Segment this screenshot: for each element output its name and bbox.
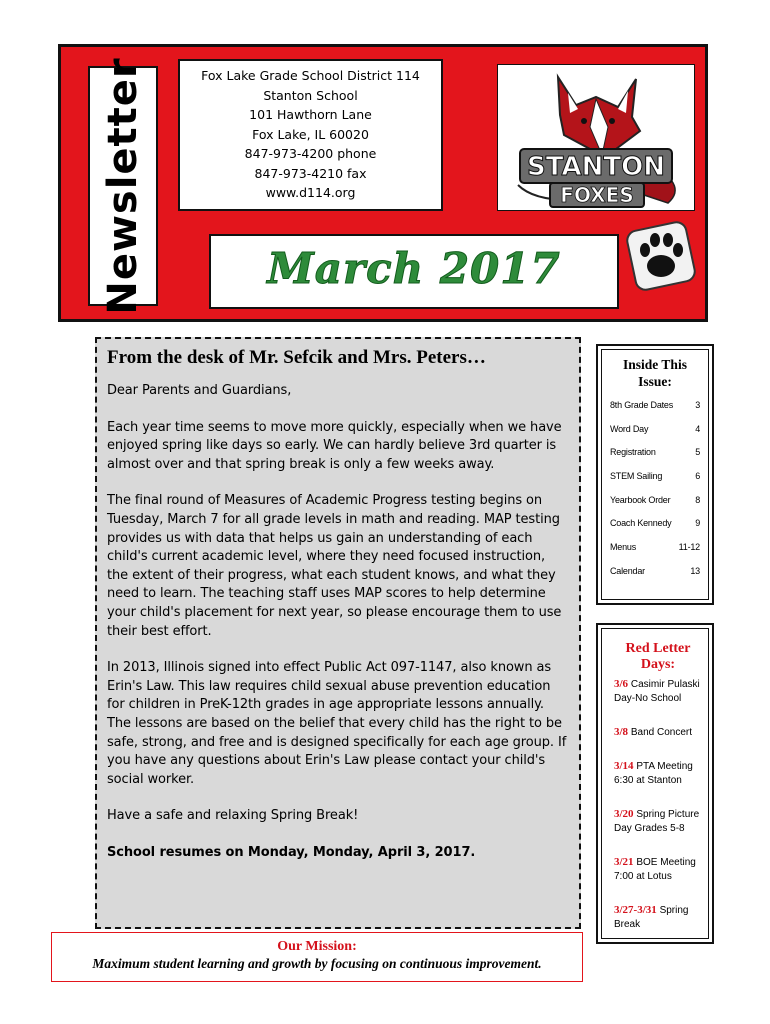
toc-page: 3 — [695, 400, 700, 410]
event-date: 3/21 — [614, 856, 634, 868]
vertical-title: Newsletter — [100, 57, 146, 315]
toc-page: 6 — [695, 471, 700, 482]
red-letter-days — [596, 623, 714, 944]
toc-item[interactable] — [610, 542, 700, 566]
toc-label: Calendar — [610, 565, 645, 576]
toc-page: 13 — [690, 565, 700, 576]
letter-greeting: Dear Parents and Guardians, — [107, 383, 292, 398]
event-text: Band Concert — [630, 727, 692, 738]
event-date: 3/8 — [614, 726, 629, 738]
toc-label: 8th Grade Dates — [610, 400, 674, 410]
month-banner — [209, 234, 619, 309]
event-text: Spring Break — [614, 905, 689, 930]
toc-label: Yearbook Order — [610, 494, 671, 505]
inside-this-issue — [596, 344, 714, 605]
event-date: 3/27-3/31 — [614, 904, 657, 916]
street-address: 101 Hawthorn Lane — [249, 107, 372, 122]
toc-label: Coach Kennedy — [610, 518, 672, 529]
mission-title: Our Mission: — [277, 939, 357, 954]
inside-title: Inside This Issue: — [623, 357, 687, 389]
letter-title: From the desk of Mr. Sefcik and Mrs. Peters… — [107, 347, 486, 368]
toc-item[interactable] — [610, 471, 700, 495]
event-item — [614, 807, 702, 836]
paw-print-icon — [623, 218, 698, 293]
letter-paragraph-1: Each year time seems to move more quickly, especially when we have enjoyed spring like days so early. We can hardly believe 3rd quarter is almost over and that spring break is only a few weeks away. — [107, 419, 562, 472]
event-text: BOE Meeting 7:00 at Lotus — [614, 857, 696, 882]
toc-label: STEM Sailing — [610, 471, 663, 482]
mission-text: Maximum student learning and growth by focusing on continuous improvement. — [92, 956, 542, 971]
toc-page: 8 — [695, 494, 700, 505]
event-date: 3/20 — [614, 808, 634, 820]
toc-page: 5 — [695, 447, 700, 458]
fax-number: 847-973-4210 fax — [254, 165, 367, 181]
toc-label: Menus — [610, 542, 637, 553]
toc-page: 4 — [695, 423, 700, 434]
event-item — [614, 725, 702, 740]
phone-number: 847-973-4200 phone — [244, 146, 377, 161]
event-item — [614, 903, 702, 932]
toc-label: Registration — [610, 447, 656, 458]
newsletter-header — [58, 44, 708, 322]
toc-item[interactable] — [610, 495, 700, 519]
toc-page: 11-12 — [678, 542, 700, 553]
event-date: 3/14 — [614, 760, 634, 772]
stanton-foxes-logo — [497, 64, 695, 211]
toc-item[interactable] — [610, 424, 700, 448]
principal-letter — [95, 337, 581, 929]
website-link[interactable]: www.d114.org — [265, 185, 356, 200]
city-state-zip: Fox Lake, IL 60020 — [252, 126, 369, 142]
toc-item[interactable] — [610, 518, 700, 542]
event-text: PTA Meeting 6:30 at Stanton — [614, 761, 693, 786]
red-letter-title: Red Letter Days: — [625, 641, 691, 672]
district-name: Fox Lake Grade School District 114 — [201, 68, 420, 83]
event-date: 3/6 — [614, 678, 629, 690]
toc-page: 9 — [695, 518, 700, 529]
toc-item[interactable] — [610, 566, 700, 590]
fox-logo-icon — [498, 65, 694, 210]
letter-paragraph-2: The final round of Measures of Academic Progress testing begins on Tuesday, March 7 for all grade levels in math and reading. MAP testing provides us with data that helps us gain an understanding of each child's current academic level, where they need focused instruction, the extent of their progress, what each student knows, and what they need to learn. The teaching staff uses MAP scores to help determine your child's placement for next year, so please encourage them to use their best effort. — [107, 493, 562, 639]
event-item — [614, 759, 702, 788]
letter-closing: School resumes on Monday, Monday, April 3, 2017. — [107, 844, 476, 860]
toc-item[interactable] — [610, 447, 700, 471]
toc-item[interactable] — [610, 400, 700, 424]
school-address-box — [178, 59, 443, 211]
issue-month: March 2017 — [267, 244, 561, 293]
mission-statement — [51, 932, 583, 982]
logo-text-foxes: FOXES — [560, 183, 634, 207]
event-text: Casimir Pulaski Day-No School — [614, 679, 700, 704]
vertical-title-box — [88, 57, 158, 315]
logo-text-stanton: STANTON — [527, 152, 665, 182]
school-name: Stanton School — [263, 87, 358, 103]
event-text: Spring Picture Day Grades 5-8 — [614, 809, 700, 834]
letter-paragraph-4: Have a safe and relaxing Spring Break! — [107, 808, 359, 824]
toc-label: Word Day — [610, 423, 649, 434]
event-item — [614, 855, 702, 884]
letter-paragraph-3: In 2013, Illinois signed into effect Public Act 097-1147, also known as Erin's Law. This law requires child sexual abuse prevention education for children in PreK-12th grades in age appropriate lessons annually. The lessons are based on the belief that every child has the right to be safe, strong, and free and is designed specifically for each age group. If you have any questions about Erin's Law please contact your child's social worker. — [107, 660, 567, 787]
event-item — [614, 677, 702, 706]
